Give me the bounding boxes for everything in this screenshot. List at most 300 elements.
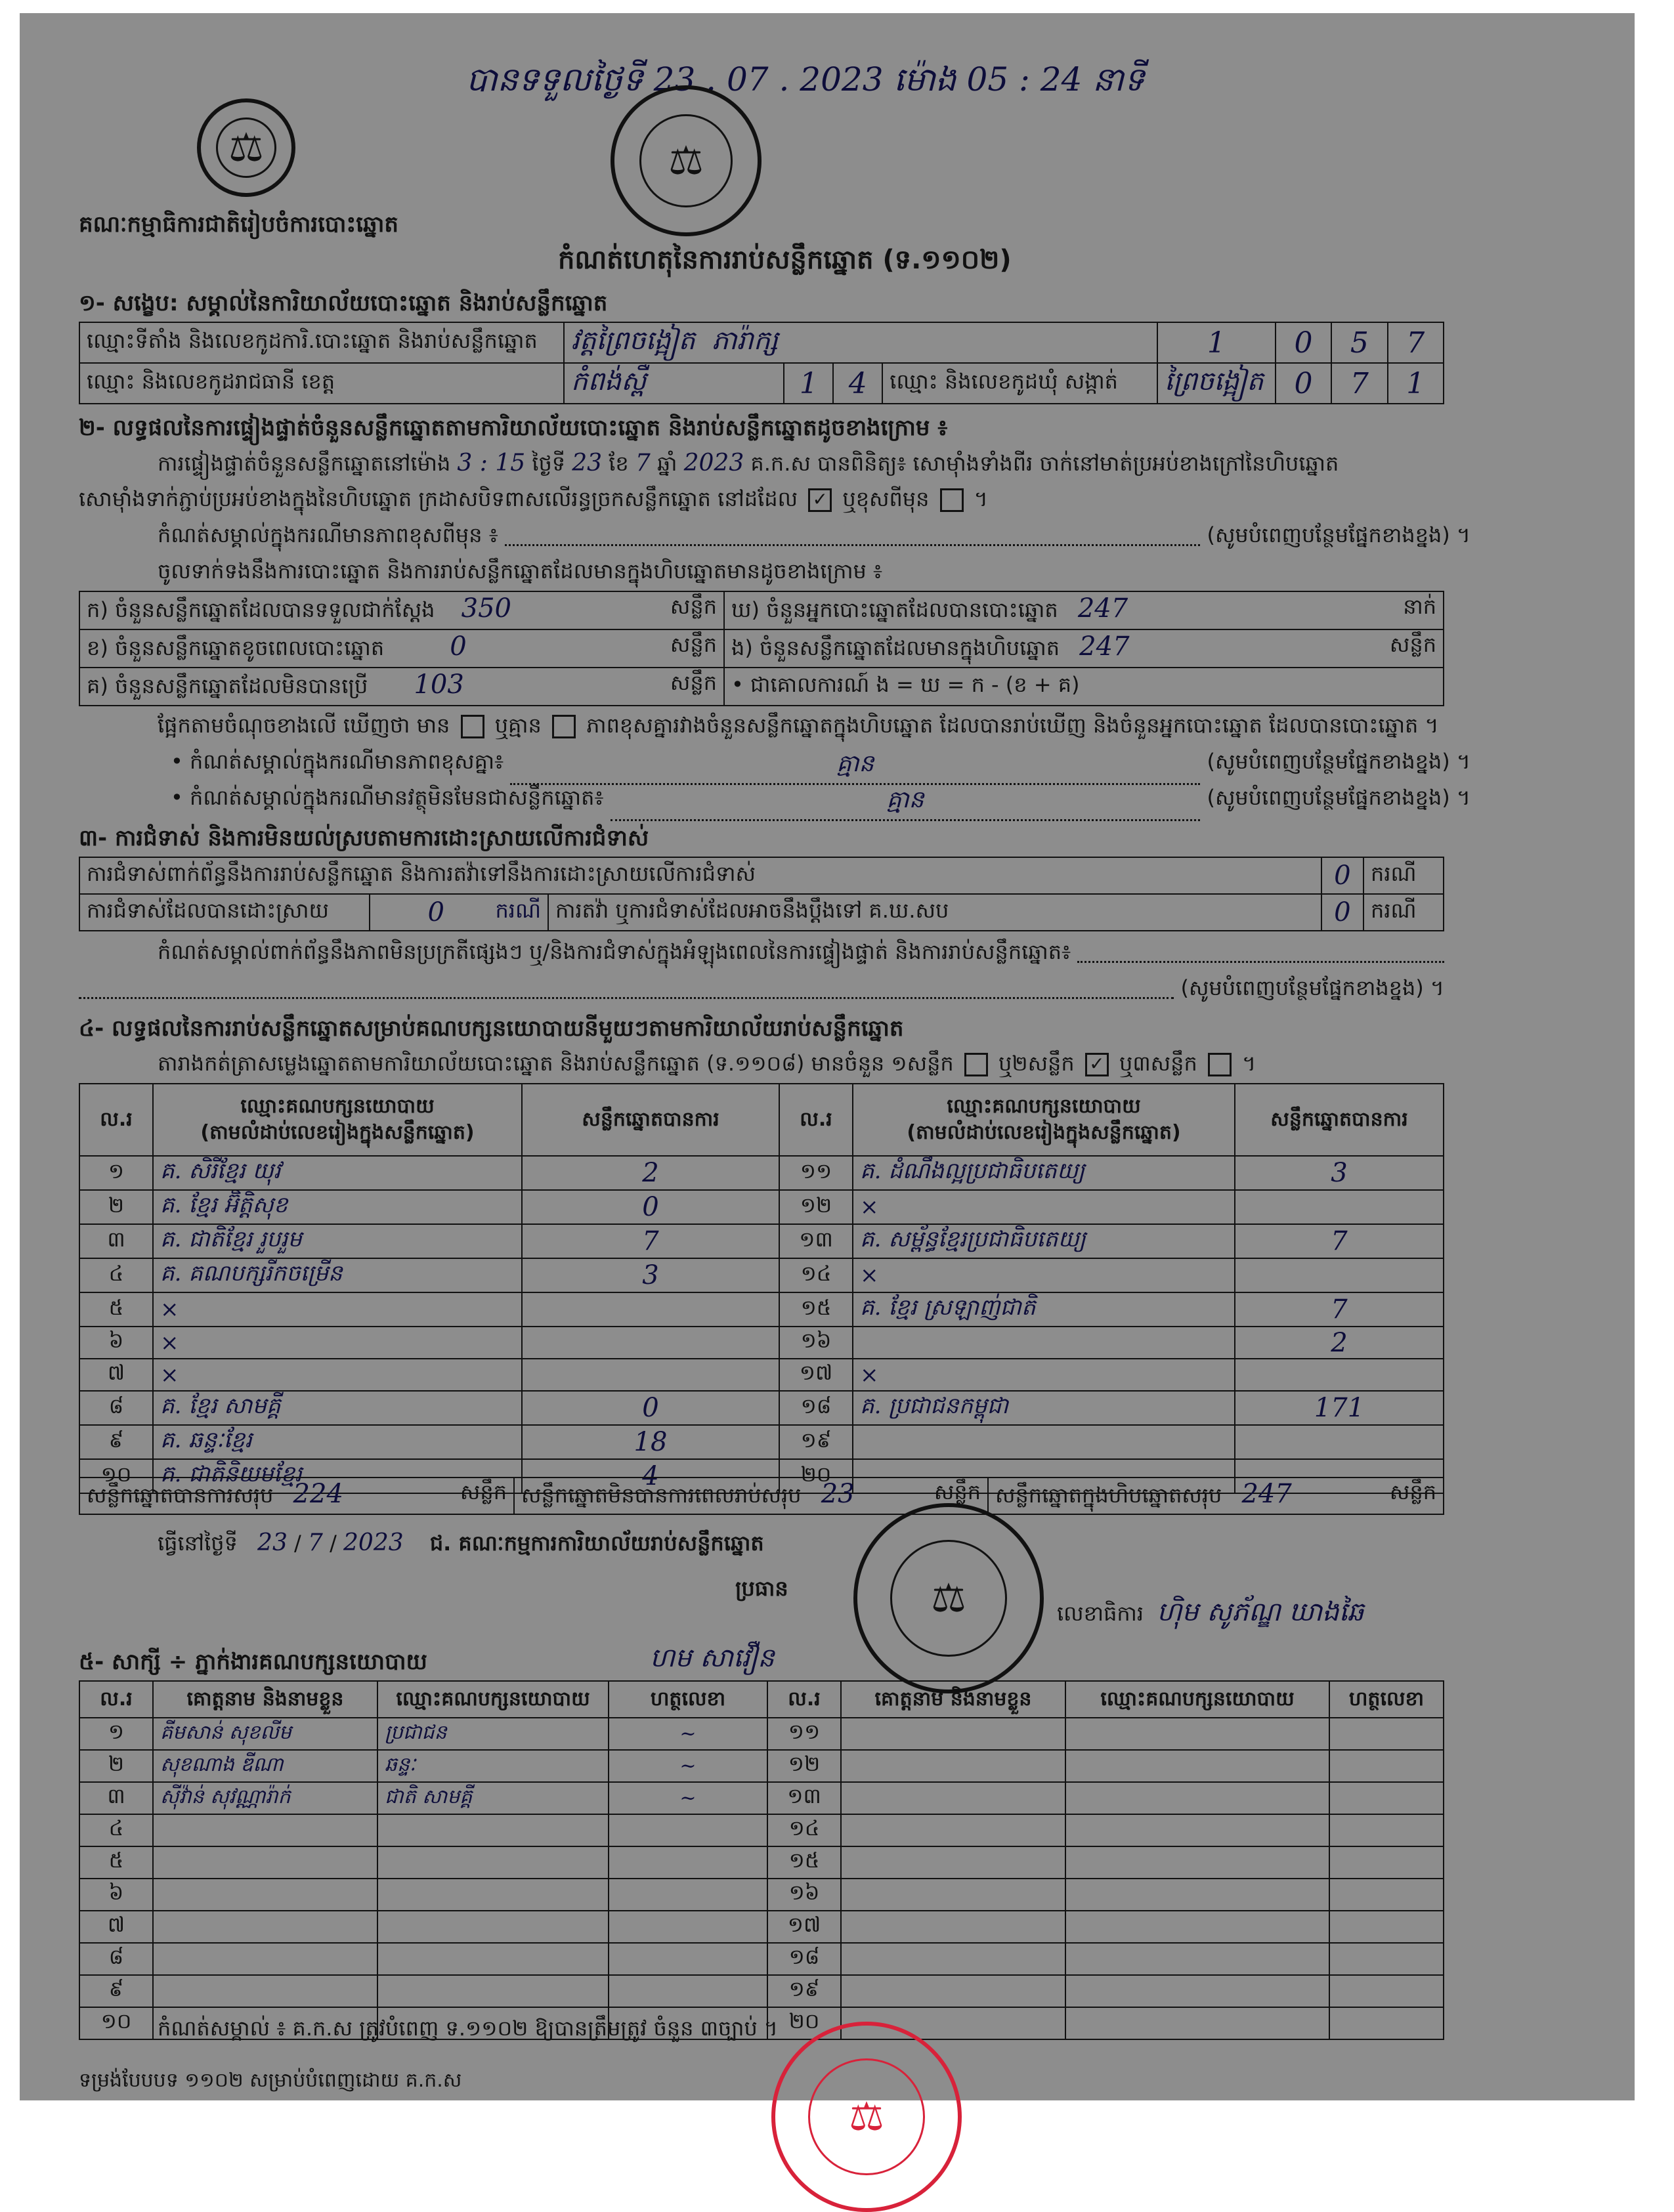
seal-status-line: សោម៉ាំងទាក់ភ្ជាប់ប្រអប់ខាងក្នុងនៃហិបឆ្នោត ក្រដាសបិទពាសលើរន្ធច្រកសន្លឹកឆ្នោត នៅដដែល ✓ ឬខុសពីមុន ។	[79, 486, 988, 511]
resolved-count: 0	[427, 897, 444, 927]
secretary-signature: ហ៊ិម សូភ័ណ្ឌ ឃាងឆៃ	[1157, 1597, 1364, 1627]
table-row	[79, 1224, 1444, 1258]
col-party-title: ឈ្មោះគណបក្សនយោបាយ	[240, 1095, 435, 1118]
col-no: ល.រ	[779, 1084, 853, 1156]
signing-month: 7	[307, 1529, 323, 1556]
appeal-value: 0	[1321, 894, 1363, 931]
station-code-2: 0	[1276, 322, 1331, 363]
col-name: គោត្តនាម និងនាមខ្លួន	[153, 1681, 377, 1718]
witness-number: ១៨	[767, 1943, 841, 1975]
table-row	[79, 1782, 1444, 1814]
unit-sheet: សន្លឹក	[460, 1479, 507, 1504]
one-sheet-checkbox[interactable]	[964, 1053, 988, 1076]
witness-party	[377, 1911, 609, 1943]
committee-name: គណៈកម្មាធិការជាតិរៀបចំការបោះឆ្នោត	[79, 211, 399, 238]
party-votes: 7	[1235, 1224, 1444, 1258]
witness-signature[interactable]	[1329, 1750, 1444, 1782]
irregularity-note-field-2[interactable]	[79, 975, 1174, 999]
ballot-count-table	[79, 591, 1444, 706]
party-number: ១៨	[779, 1391, 853, 1425]
witness-number: ១៩	[767, 1975, 841, 2007]
total-invalid-value: 23	[821, 1479, 855, 1509]
witness-signature[interactable]	[1329, 1911, 1444, 1943]
verification-year: 2023	[683, 450, 744, 477]
party-votes: 18	[522, 1425, 779, 1459]
section2-heading: ២- លទ្ធផលនៃការផ្ទៀងផ្ទាត់ចំនួនសន្លឹកឆ្នោតតាមការិយាល័យបោះឆ្នោត និងរាប់សន្លឹកឆ្នោតដូចខាងក្រោម ៖	[79, 415, 948, 441]
col-party-subtitle: (តាមលំដាប់លេខរៀងក្នុងសន្លឹកឆ្នោត)	[200, 1121, 475, 1144]
three-sheet-checkbox[interactable]	[1208, 1053, 1232, 1076]
witness-number: ១	[79, 1718, 153, 1750]
table-row	[79, 1156, 1444, 1190]
witness-number: ៧	[79, 1911, 153, 1943]
secretary-line	[1057, 1595, 1364, 1634]
table-row	[79, 1911, 1444, 1943]
unused-ballots-label: គ) ចំនួនសន្លឹកឆ្នោតដែលមិនបានប្រើ	[87, 673, 368, 698]
party-name: ×	[153, 1327, 522, 1359]
unit-sheet: សន្លឹក	[670, 594, 717, 619]
witness-signature	[609, 1911, 767, 1943]
commune-label: ឈ្មោះ និងលេខកូដឃុំ សង្កាត់	[882, 363, 1157, 404]
received-ballots-label: ក) ចំនួនសន្លឹកឆ្នោតដែលបានទទួលជាក់ស្ដែង	[87, 597, 435, 622]
party-name: ×	[853, 1190, 1235, 1224]
day-label: ថ្ងៃទី	[532, 451, 566, 476]
voters-label: ឃ) ចំនួនអ្នកបោះឆ្នោតដែលបានបោះឆ្នោត	[731, 597, 1058, 622]
unit-sheet: សន្លឹក	[670, 632, 717, 657]
vote-result-table	[79, 1083, 1444, 1494]
party-number: ៤	[79, 1258, 153, 1292]
party-name: ×	[853, 1359, 1235, 1391]
party-votes	[1235, 1359, 1444, 1391]
signing-year: 2023	[343, 1529, 404, 1556]
emblem-icon: ⚖	[216, 117, 276, 178]
party-number: ១	[79, 1156, 153, 1190]
col-party-subtitle: (តាមលំដាប់លេខរៀងក្នុងសន្លឹកឆ្នោត)	[907, 1121, 1181, 1144]
foreign-object-note-value[interactable]: គ្មាន	[611, 784, 1201, 821]
secretary-label: លេខាធិការ	[1057, 1601, 1144, 1626]
witness-signature[interactable]	[1329, 1879, 1444, 1911]
form-sheet	[20, 13, 1635, 2100]
formula-cell: • ជាគោលការណ៍ ង = ឃ = ក - (ខ + គ)	[724, 668, 1444, 706]
witness-number: ៣	[79, 1782, 153, 1814]
changed-label: ឬខុសពីមុន	[842, 486, 930, 511]
verification-text: ការផ្ទៀងផ្ទាត់ចំនួនសន្លឹកឆ្នោតនៅម៉ោង	[158, 451, 451, 476]
spoiled-ballots-cell	[79, 629, 724, 668]
party-number: ២	[79, 1190, 153, 1224]
table-row	[79, 1190, 1444, 1224]
party-votes	[1235, 1190, 1444, 1224]
commune-code-2: 7	[1331, 363, 1387, 404]
resolved-label: ការជំទាស់ដែលបានដោះស្រាយ	[79, 894, 370, 931]
section1-heading: ១- សង្ខេប: សម្គាល់នៃការិយាល័យបោះឆ្នោត និងរាប់សន្លឹកឆ្នោត	[79, 290, 608, 316]
party-number: ៥	[79, 1292, 153, 1327]
two-sheet-checkbox[interactable]: ✓	[1085, 1053, 1109, 1076]
three-sheet-label: ឬ៣សន្លឹក	[1119, 1051, 1197, 1076]
objection-value: 0	[1321, 857, 1363, 894]
party-number: ១៥	[779, 1292, 853, 1327]
witness-number: ១៥	[767, 1846, 841, 1879]
witness-name[interactable]	[841, 1975, 1065, 2007]
party-number: ៦	[79, 1327, 153, 1359]
station-code-4: 7	[1388, 322, 1444, 363]
station-value: វត្តព្រៃចង្អៀត ​ ភារ៉ាក្ស	[564, 322, 1157, 363]
totals-table	[79, 1477, 1444, 1515]
witness-name[interactable]	[841, 1879, 1065, 1911]
no-discrepancy-label: ឬគ្មាន	[494, 713, 542, 738]
official-seal-middle	[853, 1503, 1044, 1693]
witness-name	[153, 1943, 377, 1975]
irregularity-note-field[interactable]	[1077, 939, 1444, 963]
spoiled-ballots-value: 0	[450, 631, 467, 662]
witness-signature: ~	[609, 1718, 767, 1750]
party-votes: 3	[1235, 1156, 1444, 1190]
party-name: គ. គណបក្សរីកចម្រើន	[153, 1258, 522, 1292]
party-votes	[522, 1359, 779, 1391]
party-number: ១៧	[779, 1359, 853, 1391]
discrepancy-text: ផ្អែកតាមចំណុចខាងលើ ឃើញថា មាន	[158, 713, 450, 738]
party-votes	[522, 1327, 779, 1359]
seal-emblem-icon: ⚖	[890, 1540, 1007, 1657]
official-seal-top	[611, 85, 762, 236]
witness-party[interactable]	[1065, 1718, 1329, 1750]
tally-sheet-text: តារាងកត់ត្រាសម្លេងឆ្នោតតាមការិយាល័យបោះឆ្នោត និងរាប់សន្លឹកឆ្នោត (ទ.១១០៨) មានចំនួន ១សន្លឹក	[158, 1051, 954, 1076]
witness-number: ២០	[767, 2007, 841, 2039]
witness-party: ឆន្ទៈ	[377, 1750, 609, 1782]
box-ballots-label: ង) ចំនួនសន្លឹកឆ្នោតដែលមានក្នុងហិបឆ្នោត	[731, 635, 1060, 660]
fill-back-note: (សូមបំពេញបន្ថែមផ្នែកខាងខ្នង) ។	[1180, 975, 1444, 1000]
unit-case: ករណី	[1363, 857, 1444, 894]
signing-date-line: ធ្វើនៅថ្ងៃទី 23 / 7 / 2023 ជ. គណៈកម្មការការិយាល័យរាប់សន្លឹកឆ្នោត	[158, 1529, 764, 1556]
witness-number: ៥	[79, 1846, 153, 1879]
party-name: ×	[853, 1258, 1235, 1292]
party-number: ១៩	[779, 1425, 853, 1459]
party-votes: 0	[522, 1190, 779, 1224]
witness-signature	[609, 1879, 767, 1911]
received-ballots-cell	[79, 591, 724, 629]
table-row	[79, 1718, 1444, 1750]
station-label: ឈ្មោះទីតាំង និងលេខកូដការិ.បោះឆ្នោត និងរាប់សន្លឹកឆ្នោត	[79, 322, 564, 363]
red-official-seal	[771, 2022, 962, 2212]
witness-number: ៦	[79, 1879, 153, 1911]
party-name: គ. ជាតិនិយមខ្មែរ	[153, 1459, 522, 1493]
signing-date-label: ធ្វើនៅថ្ងៃទី	[158, 1531, 238, 1556]
province-code-2: 4	[833, 363, 882, 404]
unit-sheet: សន្លឹក	[670, 670, 717, 695]
party-votes: 2	[1235, 1327, 1444, 1359]
witness-number: ១៤	[767, 1814, 841, 1846]
objection-table	[79, 857, 1444, 931]
witness-signature	[609, 1814, 767, 1846]
changed-checkbox[interactable]	[940, 488, 964, 512]
col-no: ល.រ	[767, 1681, 841, 1718]
section3-heading: ៣- ការជំទាស់ និងការមិនយល់ស្របតាមការដោះស្រាយលើការជំទាស់	[79, 825, 649, 851]
witness-name[interactable]	[841, 1718, 1065, 1750]
table-row	[79, 1425, 1444, 1459]
month-label: ខែ	[609, 451, 629, 476]
party-votes: 3	[522, 1258, 779, 1292]
witness-signature[interactable]	[1329, 1846, 1444, 1879]
witness-number: ៤	[79, 1814, 153, 1846]
discrepancy-note-label: • កំណត់សម្គាល់ក្នុងករណីមានភាពខុសគ្នា៖	[171, 749, 504, 774]
witness-number: ១១	[767, 1718, 841, 1750]
irregularity-note-line	[158, 939, 1444, 969]
president-signature: ហម សាវឿន	[650, 1643, 775, 1673]
witness-party	[377, 1975, 609, 2007]
witness-name	[153, 1814, 377, 1846]
party-number: ៨	[79, 1391, 153, 1425]
witness-signature[interactable]	[1329, 1975, 1444, 2007]
unchanged-checkbox[interactable]: ✓	[808, 488, 832, 512]
witness-name: ស៊ីវ៉ាន់ សុវណ្ណារ៉ាក់	[153, 1782, 377, 1814]
table-row	[79, 1258, 1444, 1292]
witness-name[interactable]	[841, 1814, 1065, 1846]
party-name	[853, 1327, 1235, 1359]
witness-number: ១២	[767, 1750, 841, 1782]
witness-party	[377, 1814, 609, 1846]
unit-sheet: សន្លឹក	[1389, 632, 1436, 657]
irregularity-note-line-2	[79, 975, 1444, 1006]
party-number: ១៣	[779, 1224, 853, 1258]
witness-party: ជាតិ សាមគ្គី	[377, 1782, 609, 1814]
party-name: គ. ឆន្ទៈខ្មែរ	[153, 1425, 522, 1459]
witness-rows	[79, 1718, 1444, 2039]
objection-label: ការជំទាស់ពាក់ព័ន្ធនឹងការរាប់សន្លឹកឆ្នោត និងការតវ៉ាទៅនឹងការដោះស្រាយលើការជំទាស់	[79, 857, 1321, 894]
witness-signature	[609, 1943, 767, 1975]
party-number: ២០	[779, 1459, 853, 1493]
table-row	[79, 1327, 1444, 1359]
witness-party: ប្រជាជន	[377, 1718, 609, 1750]
witness-table	[79, 1680, 1444, 2040]
witness-name: គីមសាន់ សុខលីម	[153, 1718, 377, 1750]
table-row	[79, 1879, 1444, 1911]
unused-ballots-cell	[79, 668, 724, 706]
col-signature: ហត្ថលេខា	[609, 1681, 767, 1718]
discrepancy-line	[158, 712, 1439, 743]
witness-signature[interactable]	[1329, 1814, 1444, 1846]
witness-party[interactable]	[1065, 1911, 1329, 1943]
section4-heading: ៤- លទ្ធផលនៃការរាប់សន្លឹកឆ្នោតសម្រាប់គណបក្សនយោបាយនីមួយៗតាមការិយាល័យរាប់សន្លឹកឆ្នោត	[79, 1015, 904, 1042]
party-votes	[522, 1292, 779, 1327]
no-discrepancy-checkbox[interactable]	[552, 715, 576, 738]
table-row	[79, 1943, 1444, 1975]
foreign-object-note-label: • កំណត់សម្គាល់ក្នុងករណីមានវត្ថុមិនមែនជាសន្លឹកឆ្នោត៖	[171, 785, 604, 810]
witness-party[interactable]	[1065, 1975, 1329, 2007]
verification-month: 7	[635, 450, 651, 477]
total-valid-label: សន្លឹកឆ្នោតបានការសរុប	[87, 1483, 274, 1508]
party-number: ១០	[79, 1459, 153, 1493]
witness-name	[153, 1975, 377, 2007]
party-number: ៩	[79, 1425, 153, 1459]
witness-party[interactable]	[1065, 1782, 1329, 1814]
witness-party[interactable]	[1065, 2007, 1329, 2039]
witness-number: ១៣	[767, 1782, 841, 1814]
voters-value: 247	[1077, 593, 1128, 624]
seal-status-text: សោម៉ាំងទាក់ភ្ជាប់ប្រអប់ខាងក្នុងនៃហិបឆ្នោត ក្រដាសបិទពាសលើរន្ធច្រកសន្លឹកឆ្នោត នៅដដែល	[79, 486, 798, 511]
difference-note-label: កំណត់សម្គាល់ក្នុងករណីមានភាពខុសពីមុន ៖	[158, 522, 498, 547]
witness-number: ១០	[79, 2007, 153, 2039]
witness-name	[153, 1879, 377, 1911]
col-signature: ហត្ថលេខា	[1329, 1681, 1444, 1718]
witness-signature[interactable]	[1329, 2007, 1444, 2039]
station-info-table	[79, 322, 1444, 404]
witness-name: សុខណាង ឌីណា	[153, 1750, 377, 1782]
foreign-object-note-line	[171, 784, 1470, 828]
irregularity-note-label: កំណត់សម្គាល់ពាក់ព័ន្ធនឹងភាពមិនប្រក្រតីផ្សេងៗ ឬ/និងការជំទាស់ក្នុងអំឡុងពេលនៃការផ្ទៀងផ្ទាត់ និងការរាប់សន្លឹកឆ្នោត៖	[158, 939, 1071, 964]
verification-day: 23	[572, 450, 603, 477]
witness-name[interactable]	[841, 1846, 1065, 1879]
party-number: ១២	[779, 1190, 853, 1224]
president-label: ប្រធាន	[735, 1576, 788, 1601]
witness-party[interactable]	[1065, 1814, 1329, 1846]
party-votes: 0	[522, 1391, 779, 1425]
party-votes: 7	[1235, 1292, 1444, 1327]
col-no: ល.រ	[79, 1681, 153, 1718]
received-ballots-value: 350	[461, 593, 511, 624]
unit-person: នាក់	[1403, 594, 1436, 619]
unit-sheet: សន្លឹក	[934, 1479, 981, 1504]
witness-number: ៩	[79, 1975, 153, 2007]
col-votes: សន្លឹកឆ្នោតបានការ	[522, 1084, 779, 1156]
col-name: គោត្តនាម និងនាមខ្លួន	[841, 1681, 1065, 1718]
col-party-title: ឈ្មោះគណបក្សនយោបាយ	[947, 1095, 1141, 1118]
commune-code-3: 1	[1388, 363, 1444, 404]
witness-party[interactable]	[1065, 1750, 1329, 1782]
table-row	[79, 1975, 1444, 2007]
party-votes	[1235, 1425, 1444, 1459]
party-name: គ. ខ្មែរ សាមគ្គី	[153, 1391, 522, 1425]
box-ballots-value: 247	[1079, 631, 1130, 662]
province-value: កំពង់ស្ពឺ	[564, 363, 784, 404]
witness-signature[interactable]	[1329, 1782, 1444, 1814]
vote-rows	[79, 1156, 1444, 1493]
party-number: ៣	[79, 1224, 153, 1258]
party-votes: 7	[522, 1224, 779, 1258]
witness-signature[interactable]	[1329, 1943, 1444, 1975]
witness-party	[377, 1846, 609, 1879]
seal-emblem-icon: ⚖	[639, 114, 732, 207]
witness-name[interactable]	[841, 1911, 1065, 1943]
party-name: គ. សិរីខ្មែរ យុវ	[153, 1156, 522, 1190]
party-number: ១១	[779, 1156, 853, 1190]
total-valid-value: 224	[293, 1479, 343, 1509]
party-name: គ. ប្រជាជនកម្ពុជា	[853, 1391, 1235, 1425]
party-name: គ. ដំណឹងល្អប្រជាធិបតេយ្យ	[853, 1156, 1235, 1190]
verification-time: 3 : 15	[457, 450, 526, 477]
party-votes	[1235, 1258, 1444, 1292]
witness-party[interactable]	[1065, 1879, 1329, 1911]
signing-day: 23	[257, 1529, 288, 1556]
appeal-label: ការតវ៉ា ឬការជំទាស់ដែលអាចនឹងប្ដឹងទៅ គ.ឃ.សប	[548, 894, 1321, 931]
col-votes: សន្លឹកឆ្នោតបានការ	[1235, 1084, 1444, 1156]
table-row	[79, 1292, 1444, 1327]
unit-case: ករណី	[495, 897, 541, 923]
witness-name	[153, 1846, 377, 1879]
total-valid-cell	[79, 1478, 514, 1514]
unit-case: ករណី	[1363, 894, 1444, 931]
party-name: គ. ខ្មែរ អ៊ិត្តិសុខ	[153, 1190, 522, 1224]
ballot-intro: ចូលទាក់ទងនឹងការបោះឆ្នោត និងការរាប់សន្លឹកឆ្នោតដែលមានក្នុងហិបឆ្នោតមានដូចខាងក្រោម ៖	[158, 559, 883, 584]
witness-signature[interactable]	[1329, 1718, 1444, 1750]
box-ballots-cell	[724, 629, 1444, 668]
witness-party[interactable]	[1065, 1846, 1329, 1879]
total-invalid-label: សន្លឹកឆ្នោតមិនបានការពេលរាប់សរុប	[521, 1483, 802, 1508]
party-number: ១៦	[779, 1327, 853, 1359]
total-box-cell	[988, 1478, 1444, 1514]
witness-number: ១៧	[767, 1911, 841, 1943]
fill-back-note: (សូមបំពេញបន្ថែមផ្នែកខាងខ្នង) ។	[1207, 785, 1470, 810]
spoiled-ballots-label: ខ) ចំនួនសន្លឹកឆ្នោតខូចពេលបោះឆ្នោត	[87, 635, 385, 660]
witness-party[interactable]	[1065, 1943, 1329, 1975]
fill-back-note: (សូមបំពេញបន្ថែមផ្នែកខាងខ្នង) ។	[1207, 522, 1470, 547]
station-code-3: 5	[1331, 322, 1387, 363]
form-title: កំណត់ហេតុនៃការរាប់សន្លឹកឆ្នោត (ទ.១១០២)	[558, 245, 1012, 275]
party-number: ៧	[79, 1359, 153, 1391]
witness-party	[377, 1879, 609, 1911]
difference-note-line	[158, 522, 1470, 553]
verification-line	[158, 450, 1339, 481]
form-note: ទម្រង់បែបបទ ១១០២ សម្រាប់បំពេញដោយ គ.ក.ស	[79, 2069, 462, 2092]
total-box-value: 247	[1241, 1479, 1292, 1509]
two-sheet-label: ឬ២សន្លឹក	[998, 1051, 1075, 1076]
verification-text-end: គ.ក.ស បានពិនិត្យ៖ សោម៉ាំងទាំងពីរ ចាក់នៅមាត់ប្រអប់ខាងក្រៅនៃហិបឆ្នោត	[750, 451, 1339, 476]
table-row	[79, 1814, 1444, 1846]
witness-party	[377, 1943, 609, 1975]
party-votes: 2	[522, 1156, 779, 1190]
section5-heading: ៥- សាក្សី ÷ ភ្នាក់ងារគណបក្សនយោបាយ	[79, 1649, 427, 1675]
witness-signature	[609, 1846, 767, 1879]
difference-note-field[interactable]	[505, 522, 1201, 546]
party-votes: 171	[1235, 1391, 1444, 1425]
witness-signature	[609, 1975, 767, 2007]
footnote: កំណត់សម្គាល់ ៖ គ.ក.ស ត្រូវបំពេញ ទ.១១០២ ឱ្យបានត្រឹមត្រូវ ចំនួន ៣ច្បាប់ ។	[158, 2016, 779, 2041]
party-name: ×	[153, 1359, 522, 1391]
table-row	[79, 1846, 1444, 1879]
commune-code-1: 0	[1276, 363, 1331, 404]
station-code-1: 1	[1157, 322, 1276, 363]
nec-logo	[197, 98, 295, 197]
col-party: ឈ្មោះគណបក្សនយោបាយ	[377, 1681, 609, 1718]
year-label: ឆ្នាំ	[656, 451, 677, 476]
province-code-1: 1	[784, 363, 833, 404]
witness-name	[153, 1911, 377, 1943]
witness-number: ១៦	[767, 1879, 841, 1911]
unused-ballots-value: 103	[414, 670, 464, 700]
table-row	[79, 1391, 1444, 1425]
has-discrepancy-checkbox[interactable]	[461, 715, 484, 738]
party-name: គ. ជាតិខ្មែរ រួបរួម	[153, 1224, 522, 1258]
party-name: គ. ខ្មែរ ស្រឡាញ់ជាតិ	[853, 1292, 1235, 1327]
table-row	[79, 1750, 1444, 1782]
table-row	[79, 1359, 1444, 1391]
fill-back-note: (សូមបំពេញបន្ថែមផ្នែកខាងខ្នង) ។	[1207, 749, 1470, 774]
witness-signature: ~	[609, 1750, 767, 1782]
witness-number: ២	[79, 1750, 153, 1782]
witness-signature: ~	[609, 1782, 767, 1814]
party-name: ×	[153, 1292, 522, 1327]
col-party	[853, 1084, 1235, 1156]
resolved-value	[370, 894, 548, 931]
discrepancy-note-value[interactable]: គ្មាន	[510, 748, 1200, 785]
party-name	[853, 1425, 1235, 1459]
seal-emblem-icon: ⚖	[808, 2058, 925, 2175]
unit-sheet: សន្លឹក	[1389, 1479, 1436, 1504]
witness-name[interactable]	[841, 1782, 1065, 1814]
witness-number: ៨	[79, 1943, 153, 1975]
col-party	[153, 1084, 522, 1156]
witness-name[interactable]	[841, 1750, 1065, 1782]
col-party: ឈ្មោះគណបក្សនយោបាយ	[1065, 1681, 1329, 1718]
province-label: ឈ្មោះ និងលេខកូដរាជធានី ខេត្ត	[79, 363, 564, 404]
witness-name[interactable]	[841, 1943, 1065, 1975]
